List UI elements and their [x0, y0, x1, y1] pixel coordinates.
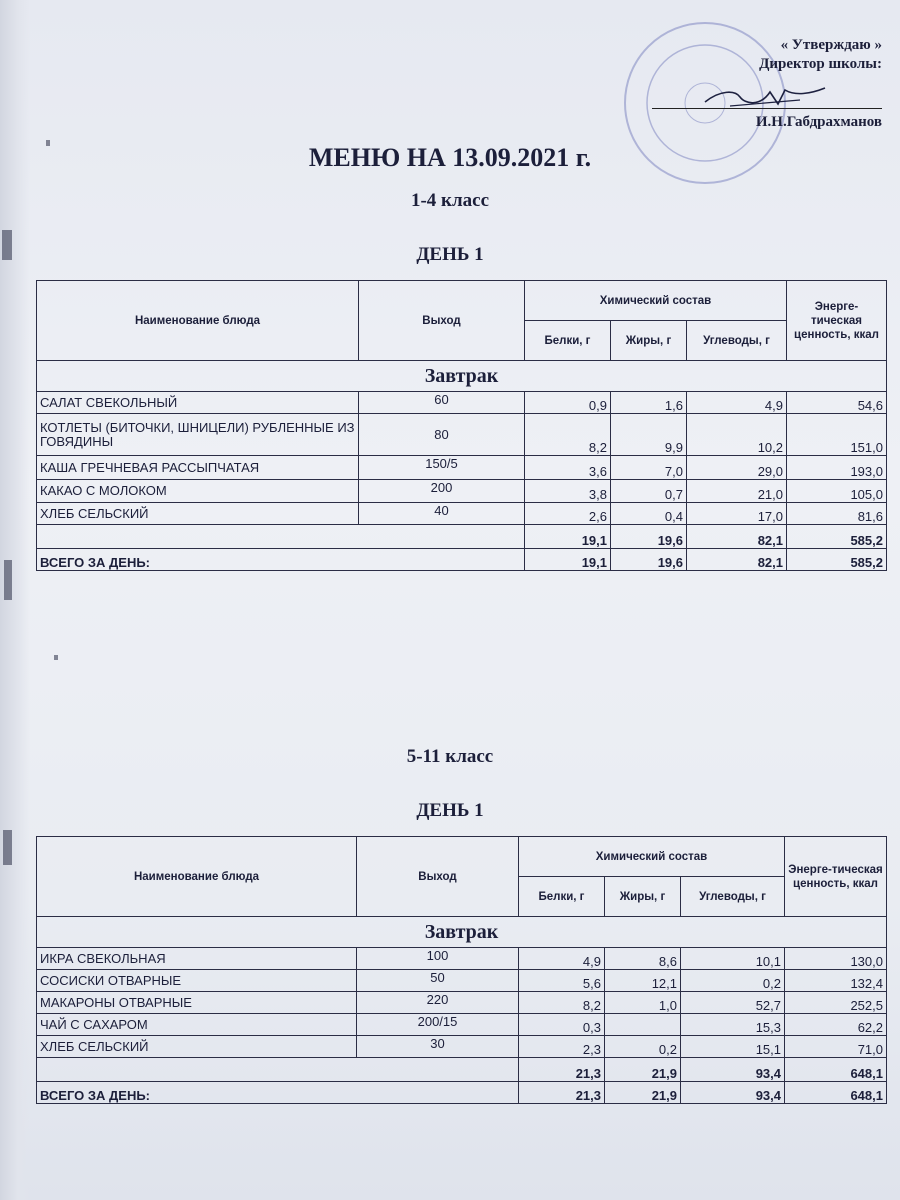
dish-yield: 200 — [359, 480, 525, 503]
dish-yield: 40 — [359, 503, 525, 525]
menu-table — [36, 280, 887, 571]
dish-carbs: 15,3 — [681, 1014, 785, 1036]
menu-table — [36, 836, 887, 1104]
header-yield: Выход — [357, 837, 519, 917]
dish-yield: 30 — [357, 1036, 519, 1058]
dish-yield: 50 — [357, 970, 519, 992]
day-total-protein: 19,1 — [525, 549, 611, 571]
header-protein: Белки, г — [525, 321, 611, 361]
dish-energy: 193,0 — [787, 456, 887, 480]
dish-name: ЧАЙ С САХАРОМ — [37, 1014, 357, 1036]
dish-energy: 151,0 — [787, 414, 887, 456]
dish-carbs: 10,1 — [681, 948, 785, 970]
header-dish-name: Наименование блюда — [37, 837, 357, 917]
dish-protein: 4,9 — [519, 948, 605, 970]
scan-artifact — [54, 655, 58, 660]
dish-energy: 105,0 — [787, 480, 887, 503]
dish-carbs: 15,1 — [681, 1036, 785, 1058]
table-row — [37, 480, 887, 503]
total-carbs: 82,1 — [687, 525, 787, 549]
approval-block — [652, 36, 882, 132]
grade-heading: 5-11 класс — [406, 746, 494, 767]
meal-total-label — [37, 1058, 519, 1082]
dish-fat: 0,4 — [611, 503, 687, 525]
dish-carbs: 52,7 — [681, 992, 785, 1014]
meal-label: Завтрак — [37, 917, 887, 948]
day-total-label: ВСЕГО ЗА ДЕНЬ: — [37, 1082, 519, 1104]
header-energy: Энерге-тическая ценность, ккал — [785, 837, 887, 917]
meal-total-row — [37, 525, 887, 549]
dish-fat: 0,7 — [611, 480, 687, 503]
meal-label: Завтрак — [37, 361, 887, 392]
approval-signer: И.Н.Габдрахманов — [755, 114, 882, 130]
dish-name: ИКРА СВЕКОЛЬНАЯ — [37, 948, 357, 970]
header-fat: Жиры, г — [605, 877, 681, 917]
day-total-fat: 19,6 — [611, 549, 687, 571]
dish-protein: 8,2 — [525, 414, 611, 456]
table-row — [37, 970, 887, 992]
dish-fat: 9,9 — [611, 414, 687, 456]
dish-carbs: 4,9 — [687, 392, 787, 414]
dish-yield: 100 — [357, 948, 519, 970]
day-total-carbs: 82,1 — [687, 549, 787, 571]
total-fat: 21,9 — [605, 1058, 681, 1082]
dish-name: ХЛЕБ СЕЛЬСКИЙ — [37, 503, 359, 525]
dish-protein: 5,6 — [519, 970, 605, 992]
day-total-fat: 21,9 — [605, 1082, 681, 1104]
dish-protein: 2,3 — [519, 1036, 605, 1058]
day-total-energy: 648,1 — [785, 1082, 887, 1104]
dish-fat: 1,0 — [605, 992, 681, 1014]
dish-fat: 7,0 — [611, 456, 687, 480]
dish-name: КАКАО С МОЛОКОМ — [37, 480, 359, 503]
dish-name: МАКАРОНЫ ОТВАРНЫЕ — [37, 992, 357, 1014]
table-row — [37, 392, 887, 414]
day-total-carbs: 93,4 — [681, 1082, 785, 1104]
total-energy: 648,1 — [785, 1058, 887, 1082]
dish-name: САЛАТ СВЕКОЛЬНЫЙ — [37, 392, 359, 414]
day-heading: ДЕНЬ 1 — [416, 244, 484, 265]
approval-position: Директор школы: — [759, 56, 882, 72]
header-chemical-composition: Химический состав — [519, 837, 785, 877]
dish-carbs: 21,0 — [687, 480, 787, 503]
day-total-row — [37, 549, 887, 571]
header-protein: Белки, г — [519, 877, 605, 917]
header-yield: Выход — [359, 281, 525, 361]
day-heading: ДЕНЬ 1 — [416, 800, 484, 821]
table-row — [37, 948, 887, 970]
day-total-energy: 585,2 — [787, 549, 887, 571]
dish-energy: 71,0 — [785, 1036, 887, 1058]
total-fat: 19,6 — [611, 525, 687, 549]
dish-protein: 0,3 — [519, 1014, 605, 1036]
dish-energy: 252,5 — [785, 992, 887, 1014]
table-row — [37, 456, 887, 480]
day-total-row — [37, 1082, 887, 1104]
dish-yield: 200/15 — [357, 1014, 519, 1036]
dish-fat: 12,1 — [605, 970, 681, 992]
header-fat: Жиры, г — [611, 321, 687, 361]
dish-carbs: 0,2 — [681, 970, 785, 992]
day-total-protein: 21,3 — [519, 1082, 605, 1104]
dish-fat: 1,6 — [611, 392, 687, 414]
dish-protein: 3,6 — [525, 456, 611, 480]
dish-energy: 130,0 — [785, 948, 887, 970]
dish-carbs: 10,2 — [687, 414, 787, 456]
scan-artifact — [4, 560, 12, 600]
dish-fat: 8,6 — [605, 948, 681, 970]
table-row — [37, 1014, 887, 1036]
dish-energy: 62,2 — [785, 1014, 887, 1036]
total-carbs: 93,4 — [681, 1058, 785, 1082]
approval-line: « Утверждаю » — [780, 37, 882, 53]
signature-line — [652, 108, 882, 109]
dish-fat: 0,2 — [605, 1036, 681, 1058]
dish-yield: 60 — [359, 392, 525, 414]
day-total-label: ВСЕГО ЗА ДЕНЬ: — [37, 549, 525, 571]
header-energy: Энерге-тическая ценность, ккал — [787, 281, 887, 361]
dish-energy: 54,6 — [787, 392, 887, 414]
dish-protein: 0,9 — [525, 392, 611, 414]
total-energy: 585,2 — [787, 525, 887, 549]
dish-name: ХЛЕБ СЕЛЬСКИЙ — [37, 1036, 357, 1058]
header-carbs: Углеводы, г — [687, 321, 787, 361]
grade-heading: 1-4 класс — [410, 190, 490, 211]
page-edge-shadow — [0, 0, 30, 1200]
header-chemical-composition: Химический состав — [525, 281, 787, 321]
page-title: МЕНЮ НА 13.09.2021 г. — [308, 143, 592, 172]
dish-protein: 3,8 — [525, 480, 611, 503]
dish-name: СОСИСКИ ОТВАРНЫЕ — [37, 970, 357, 992]
scan-artifact — [3, 830, 12, 865]
header-carbs: Углеводы, г — [681, 877, 785, 917]
dish-yield: 220 — [357, 992, 519, 1014]
dish-yield: 80 — [359, 414, 525, 456]
dish-energy: 81,6 — [787, 503, 887, 525]
meal-total-label — [37, 525, 525, 549]
table-row — [37, 414, 887, 456]
dish-fat — [605, 1014, 681, 1036]
dish-protein: 8,2 — [519, 992, 605, 1014]
dish-carbs: 29,0 — [687, 456, 787, 480]
dish-energy: 132,4 — [785, 970, 887, 992]
dish-name: КОТЛЕТЫ (БИТОЧКИ, ШНИЦЕЛИ) РУБЛЕННЫЕ ИЗ ГОВЯДИНЫ — [37, 414, 359, 456]
total-protein: 19,1 — [525, 525, 611, 549]
table-row — [37, 503, 887, 525]
dish-carbs: 17,0 — [687, 503, 787, 525]
dish-yield: 150/5 — [359, 456, 525, 480]
dish-name: КАША ГРЕЧНЕВАЯ РАССЫПЧАТАЯ — [37, 456, 359, 480]
table-row — [37, 992, 887, 1014]
dish-protein: 2,6 — [525, 503, 611, 525]
table-row — [37, 1036, 887, 1058]
total-protein: 21,3 — [519, 1058, 605, 1082]
meal-total-row — [37, 1058, 887, 1082]
header-dish-name: Наименование блюда — [37, 281, 359, 361]
